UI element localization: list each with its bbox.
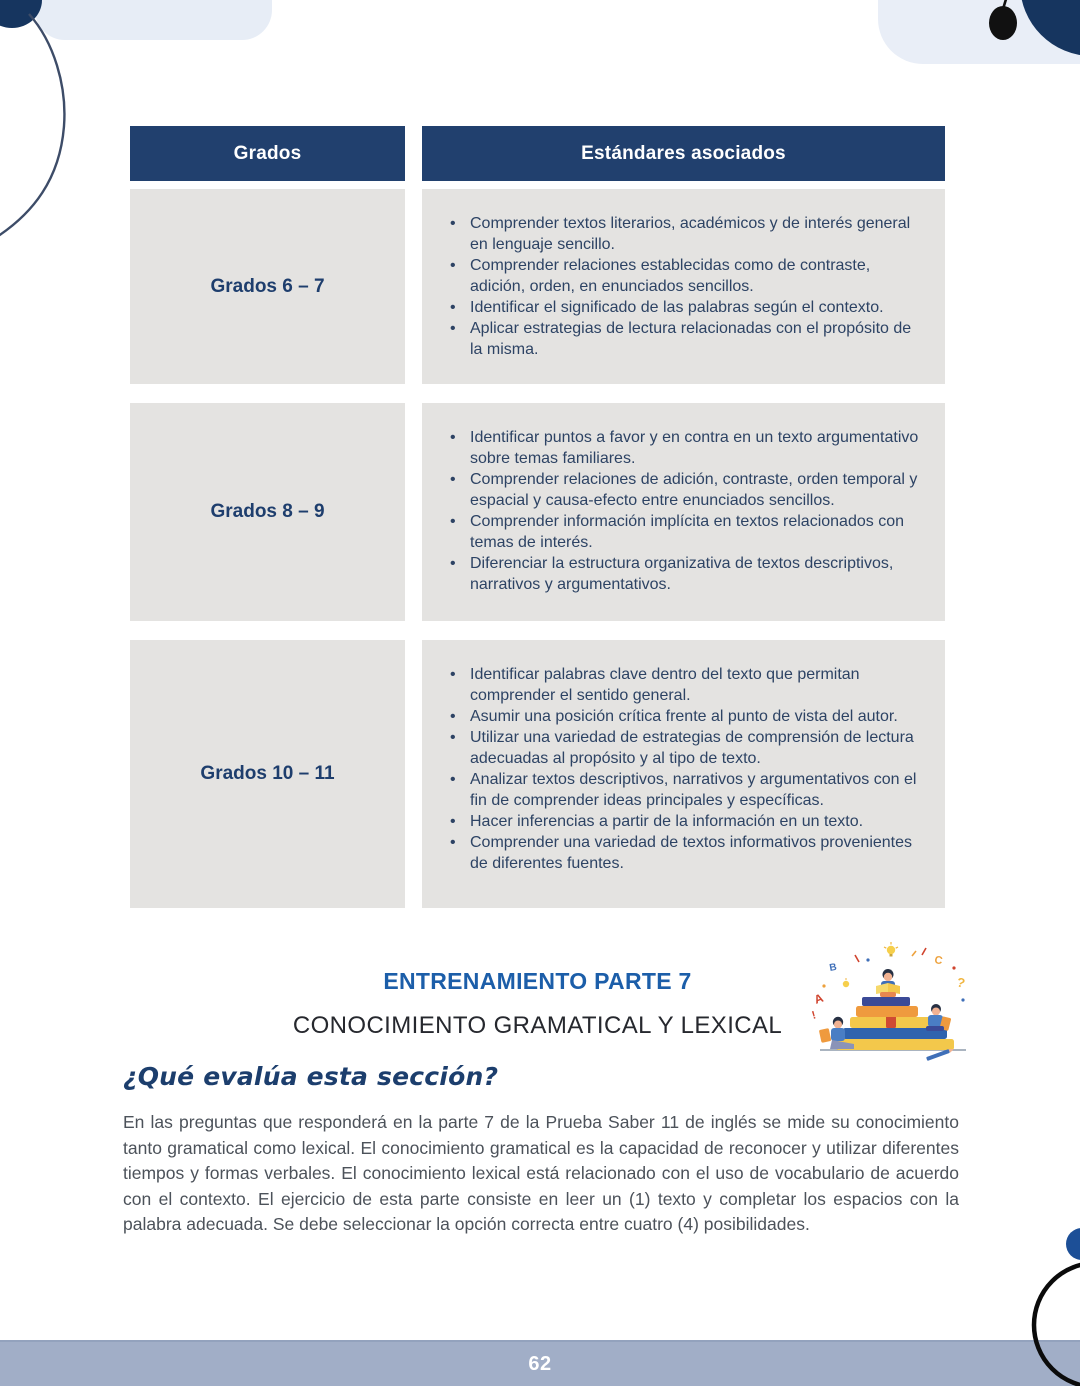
section-subtitle: CONOCIMIENTO GRAMATICAL Y LEXICAL — [292, 1012, 783, 1039]
svg-text:C: C — [933, 954, 944, 968]
lightbulb-icon — [884, 942, 898, 957]
standard-item: • Identificar puntos a favor y en contra en un texto argumentativo sobre temas familiares. — [448, 427, 927, 469]
bottom-bar — [0, 1340, 1080, 1386]
standard-item: • Analizar textos descriptivos, narrativos y argumentativos con el fin de comprender ideas principales y específicas. — [448, 769, 927, 811]
standards-list — [422, 403, 945, 619]
question-heading: ¿Qué evalúa esta sección? — [123, 1062, 499, 1091]
decor-string-top-right — [1003, 0, 1007, 9]
standard-item: • Comprender relaciones establecidas como de contraste, adición, orden, en enunciados sencillos. — [448, 255, 927, 297]
decor-circle-top-right — [1020, 0, 1080, 56]
standard-item: • Identificar el significado de las palabras según el contexto. — [448, 297, 927, 318]
svg-text:!: ! — [810, 1009, 818, 1022]
svg-text:B: B — [828, 961, 838, 974]
decor-black-dot-top-right — [989, 6, 1017, 40]
standard-item: • Comprender textos literarios, académicos y de interés general en lenguaje sencillo. — [448, 213, 927, 255]
section-title: ENTRENAMIENTO PARTE 7 — [383, 968, 692, 994]
standards-table — [130, 126, 945, 927]
standard-item: • Utilizar una variedad de estrategias de comprensión de lectura adecuadas al propósito y al tipo de texto. — [448, 727, 927, 769]
grade-cell: Grados 6 – 7 — [130, 189, 405, 384]
standard-item: • Identificar palabras clave dentro del texto que permitan comprender el sentido general. — [448, 664, 927, 706]
standard-item: • Diferenciar la estructura organizativa de textos descriptivos, narrativos y argumentativos. — [448, 553, 927, 595]
header-grados: Grados — [130, 126, 405, 181]
standards-list — [422, 640, 945, 898]
svg-text:?: ? — [955, 974, 967, 991]
standard-item: • Comprender información implícita en textos relacionados con temas de interés. — [448, 511, 927, 553]
standard-item: • Hacer inferencias a partir de la información en un texto. — [448, 811, 927, 832]
standards-cell — [422, 189, 945, 384]
decor-circle-top-left — [0, 0, 42, 28]
body-paragraph: En las preguntas que responderá en la parte 7 de la Prueba Saber 11 de inglés se mide su conocimiento tanto gramatical como lexical. El conocimiento gramatical es la capacidad de reconocer y utilizar diferentes tiempos y formas verbales. El conocimiento lexical está relacionado con el uso de vocabulario de acuerdo con el contexto. El ejercicio de esta parte consiste en leer un (1) texto y completar los espacios con la palabra adecuada. Se debe seleccionar la opción correcta entre cuatro (4) posibilidades. — [123, 1112, 959, 1234]
table-row — [130, 403, 945, 621]
standard-item: • Comprender relaciones de adición, contraste, orden temporal y espacial y causa-efecto entre enunciados sencillos. — [448, 469, 927, 511]
standard-item: • Asumir una posición crítica frente al punto de vista del autor. — [448, 706, 927, 727]
standard-item: • Comprender una variedad de textos informativos provenientes de diferentes fuentes. — [448, 832, 927, 874]
standards-cell — [422, 640, 945, 908]
standards-list — [422, 189, 945, 384]
table-row — [130, 640, 945, 908]
standards-cell — [422, 403, 945, 621]
lightbulb-icon — [843, 978, 849, 987]
table-row — [130, 189, 945, 384]
table-header-row — [130, 126, 945, 181]
grade-cell: Grados 10 – 11 — [130, 640, 405, 908]
page-number: 62 — [528, 1352, 552, 1375]
decor-blob-top-right — [878, 0, 1080, 64]
person-right — [926, 1004, 951, 1031]
person-top — [876, 969, 900, 997]
svg-text:A: A — [812, 990, 826, 1007]
decor-arc-left — [0, 14, 64, 240]
grade-cell: Grados 8 – 9 — [130, 403, 405, 621]
books-people-illustration — [808, 938, 978, 1068]
decor-blue-dot-bottom-right — [1066, 1228, 1080, 1260]
header-estandares: Estándares asociados — [422, 126, 945, 181]
decor-pill-top-left — [35, 0, 272, 40]
standard-item: • Aplicar estrategias de lectura relacionadas con el propósito de la misma. — [448, 318, 927, 360]
